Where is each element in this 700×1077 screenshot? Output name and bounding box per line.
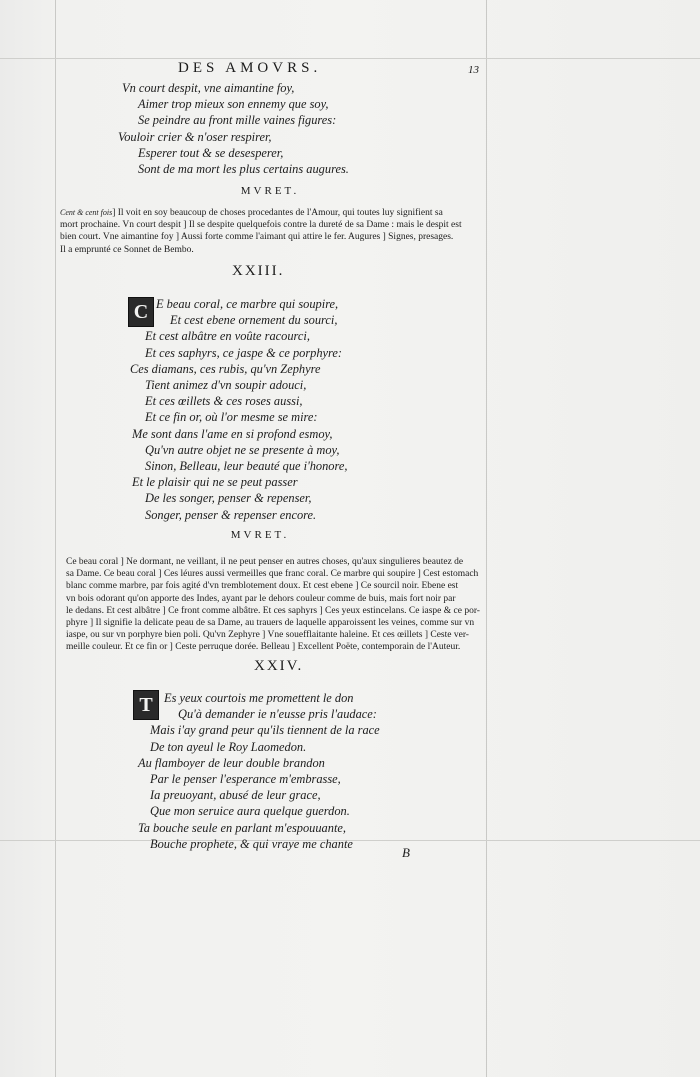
verse-line: Tient animez d'vn soupir adouci, [145,378,307,393]
verse-line: Au flamboyer de leur double brandon [138,755,325,770]
verse-line: Ta bouche seule en parlant m'espouuante, [138,820,346,835]
commentary-line: Il a emprunté ce Sonnet de Bembo. [60,244,194,255]
verse-line: De ton ayeul le Roy Laomedon. [150,739,307,754]
sonnet-number-23: XXIII. [232,263,285,279]
commentary-line: sa Dame. Ce beau coral ] Ces léures aussi vermeilles que franc coral. Ce marbre qui soupire ] Cest estomach [66,569,479,580]
commentary-block-1 [60,207,484,256]
verse-line: Que mon seruice aura quelque guerdon. [150,804,350,819]
verse-line: Et cest albâtre en voûte racourci, [145,329,310,344]
commentary-line: blanc comme marbre, par fois agité d'vn tremblotement doux. Et cest ebene ] Ce sourcil noir. Ebene est [66,581,459,592]
verse-line: Et ces œillets & ces roses aussi, [145,394,303,409]
verse-line: Vouloir crier & n'oser respirer, [118,129,272,144]
verse-line: Bouche prophete, & qui vraye me chante [150,836,353,851]
commentary-block-2 [66,556,486,654]
verse-line: Et ce fin or, où l'or mesme se mire: [145,410,318,425]
commentary-line: phyre ] Il signifie la delicate peau de sa Dame, au trauers de laquelle apparoissent les veines, comme sur vn [66,618,475,629]
verse-line: Songer, penser & repenser encore. [145,507,317,522]
verse-line: Qu'à demander ie n'eusse pris l'audace: [178,707,377,722]
verse-line: Sont de ma mort les plus certains augures. [138,162,349,177]
verse-line: Aimer trop mieux son ennemy que soy, [138,97,329,112]
sonnet-24 [138,690,380,852]
verse-line: De les songer, penser & repenser, [145,491,312,506]
commentary-heading: MVRET. [240,185,300,197]
commentary-line: Ce beau coral ] Ne dormant, ne veillant, il ne peut penser en autres choses, qu'aux singulieres beautez de [66,557,464,567]
verse-line: Et ces saphyrs, ce jaspe & ce porphyre: [145,345,343,360]
commentary-line: mort prochaine. Vn court despit ] Il se despite quelquefois contre la dureté de sa Dame : mais le despit est [60,220,462,231]
verse-line: Esperer tout & se desesperer, [138,145,284,160]
verse-line: Ces diamans, ces rubis, qu'vn Zephyre [130,361,321,376]
commentary-line: vn bois odorant qu'on apporte des Indes, ayant par le dehors couleur comme de buis, mais fort noir par [66,593,456,604]
signature-mark: B [402,845,410,860]
commentary-line: le dedans. Et cest albâtre ] Ce front comme albâtre. Et ces saphyrs ] Ces yeux estincelans. Ce iaspe & ce por- [66,605,480,616]
commentary-line: Cent & cent fois] Il voit en soy beaucoup de choses procedantes de l'Amour, qui toutes luy signifient sa [60,208,443,218]
commentary-heading: MVRET. [230,529,290,541]
verse-line: Es yeux courtois me promettent le don [164,691,354,705]
lemma: Cent & cent fois [60,208,113,217]
dropcap-c: C [128,297,154,327]
dropcap-t: T [133,690,159,720]
verse-line: E beau coral, ce marbre qui soupire, [156,297,339,311]
verse-line: Sinon, Belleau, leur beauté que i'honore, [145,459,348,474]
verse-line: Et le plaisir qui ne se peut passer [132,475,298,490]
verse-line: Qu'vn autre objet ne se presente à moy, [145,442,340,457]
verse-line: Mais i'ay grand peur qu'ils tiennent de la race [150,723,380,738]
verse-line: Ia preuoyant, abusé de leur grace, [150,788,321,803]
sonnet-number-24: XXIV. [254,658,304,674]
verse-line: Me sont dans l'ame en si profond esmoy, [132,426,333,441]
page-number: 13 [468,64,479,76]
running-head: DES AMOVRS. [178,60,322,76]
commentary-line: iaspe, ou sur vn porphyre bien poli. Qu'vn Zephyre ] Vne souefflaitante haleine. Et ces œillets ] Ceste ver- [66,630,469,641]
verse-line: Et cest ebene ornement du sourci, [170,313,338,328]
verse-line: Vn court despit, vne aimantine foy, [122,81,295,95]
verses-top [114,80,349,177]
sonnet-23 [130,296,348,523]
commentary-line: bien court. Vne aimantine foy ] Aussi forte comme l'aimant qui attire le fer. Augures ] Signes, presages. [60,232,454,243]
commentary-line: meille couleur. Et ce fin or ] Ceste perruque dorée. Belleau ] Excellent Poëte, contemporain de l'Auteur. [66,642,461,653]
verse-line: Se peindre au front mille vaines figures: [138,113,337,128]
verse-line: Par le penser l'esperance m'embrasse, [150,772,341,787]
